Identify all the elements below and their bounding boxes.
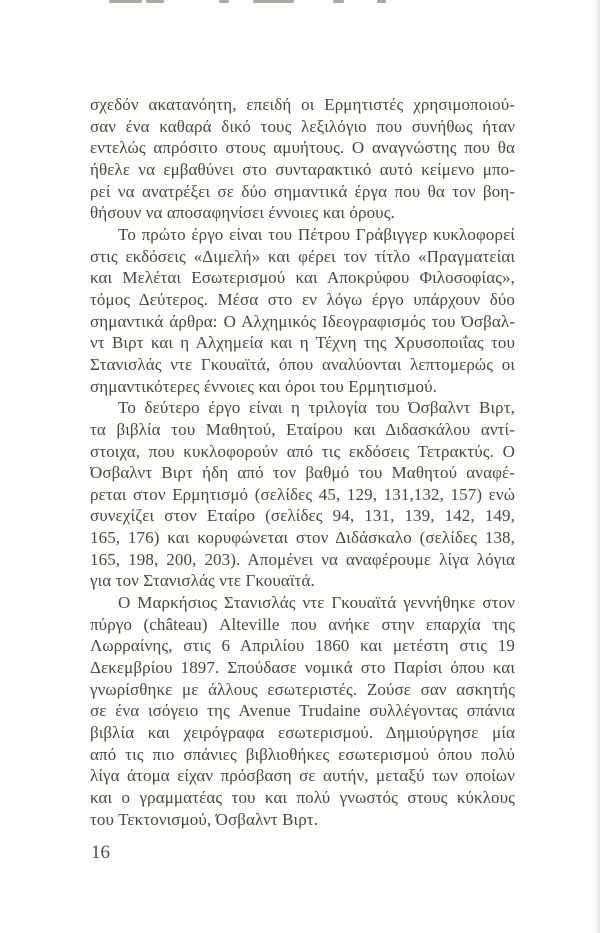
text-line: στις εκδόσεις «Διμελή» και φέρει τον τίτλο «Πραγματείαι (90, 246, 515, 266)
text-line: γνωρίσθηκε με άλλους εσωτεριστές. Ζούσε σαν ασκητής (90, 679, 515, 699)
text-line: και Μελέται Εσωτερισμού και Αποκρύφου Φιλοσοφίας», (90, 268, 515, 288)
body-text (90, 94, 515, 830)
text-line: τα βιβλία του Μαθητού, Εταίρου και Διδασκάλου αντί- (90, 419, 515, 439)
text-line: συνεχίζει στον Εταίρο (σελίδες 94, 131, 139, 142, 149, (90, 506, 515, 526)
text-line: ρεί να ανατρέξει σε δύο σημαντικά έργα που θα τον βοη- (90, 181, 515, 201)
scan-artifact (333, 0, 344, 3)
text-line: για τον Στανισλάς ντε Γκουαϊτά. (90, 571, 315, 591)
scan-artifact (146, 0, 164, 3)
text-line: του Τεκτονισμού, Όσβαλντ Βιρτ. (90, 809, 319, 829)
text-line: Το πρώτο έργο είναι του Πέτρου Γράβιγγερ κυκλοφορεί (118, 224, 515, 244)
text-line: θήσουν να αποσαφηνίσει έννοιες και όρους. (90, 203, 395, 223)
paragraph (90, 397, 515, 592)
text-line: σημαντικά άρθρα: Ο Αλχημικός Ιδεογραφισμός του Όσβαλ- (90, 311, 515, 331)
text-line: σαν ένα καθαρά δικό τους λεξιλόγιο που συνήθως ήταν (90, 116, 515, 136)
text-line: Το δεύτερο έργο είναι η τριλογία του Όσβαλντ Βιρτ, (118, 398, 515, 418)
text-line: σχεδόν ακατανόητη, επειδή οι Ερμητιστές χρησιμοποιού- (90, 95, 515, 114)
text-line: ρεται στον Ερμητισμό (σελίδες 45, 129, 131,132, 157) ενώ (90, 484, 515, 504)
page-number: 16 (91, 842, 110, 863)
text-line: και ο γραμματέας του και πολύ γνωστός στους κύκλους (90, 788, 515, 807)
text-line: πύργο (château) Alteville που ανήκε στην επαρχία της (90, 614, 515, 634)
page-edge-shadow (594, 0, 600, 933)
text-line: Δεκεμβρίου 1897. Σπούδασε νομικά στο Παρίσι όπου και (90, 658, 515, 678)
scan-artifact (253, 0, 294, 3)
scan-artifact (377, 0, 386, 3)
text-line: ήθελε να εμβαθύνει στο συνταρακτικό αυτό κείμενο μπο- (90, 159, 515, 179)
text-line: Λωρραίνης, στις 6 Απριλίου 1860 και μετέστη στις 19 (90, 636, 515, 656)
text-line: στοιχα, που κυκλοφορούν από τις εκδόσεις Τετρακτύς. Ο (90, 441, 515, 461)
text-line: τόμος Δεύτερος. Μέσα στο εν λόγω έργο υπάρχουν δύο (90, 289, 515, 309)
paragraph (90, 592, 515, 830)
text-line: εντελώς απρόσιτο στους αμυήτους. Ο αναγνώστης που θα (90, 138, 515, 158)
text-line: ντ Βιρτ και η Αλχημεία και η Τέχνη της Χρυσοποιΐας του (90, 333, 515, 353)
scan-artifact (219, 0, 229, 3)
paragraph (90, 94, 515, 224)
text-line: 165, 198, 200, 203). Απομένει να αναφέρουμε λίγα λόγια (90, 549, 515, 569)
text-line: σημαντικότερες έννοιες και όροι του Ερμητισμού. (90, 376, 438, 396)
text-line: βιβλία και χειρόγραφα εσωτερισμού. Δημιούργησε μία (90, 723, 515, 743)
text-line: λίγα άτομα είχαν πρόσβαση σε αυτήν, μεταξύ των οποίων (90, 766, 515, 786)
text-line: Όσβαλντ Βιρτ ήδη από τον βαθμό του Μαθητού αναφέ- (90, 463, 515, 483)
text-line: από τις πιο σπάνιες βιβλιοθήκες εσωτερισμού όπου πολύ (90, 744, 515, 764)
text-line: σε ένα ισόγειο της Avenue Trudaine συλλέγοντας σπάνια (90, 701, 515, 721)
text-line: 165, 176) και κορυφώνεται στον Διδάσκαλο (σελίδες 138, (90, 528, 515, 548)
text-line: Στανισλάς ντε Γκουαϊτά, όπου αναλύονται λεπτομερώς οι (90, 354, 515, 374)
paragraph (90, 224, 515, 397)
text-line: Ο Μαρκήσιος Στανισλάς ντε Γκουαϊτά γεννήθηκε στον (118, 593, 515, 613)
scan-artifact (109, 0, 142, 3)
